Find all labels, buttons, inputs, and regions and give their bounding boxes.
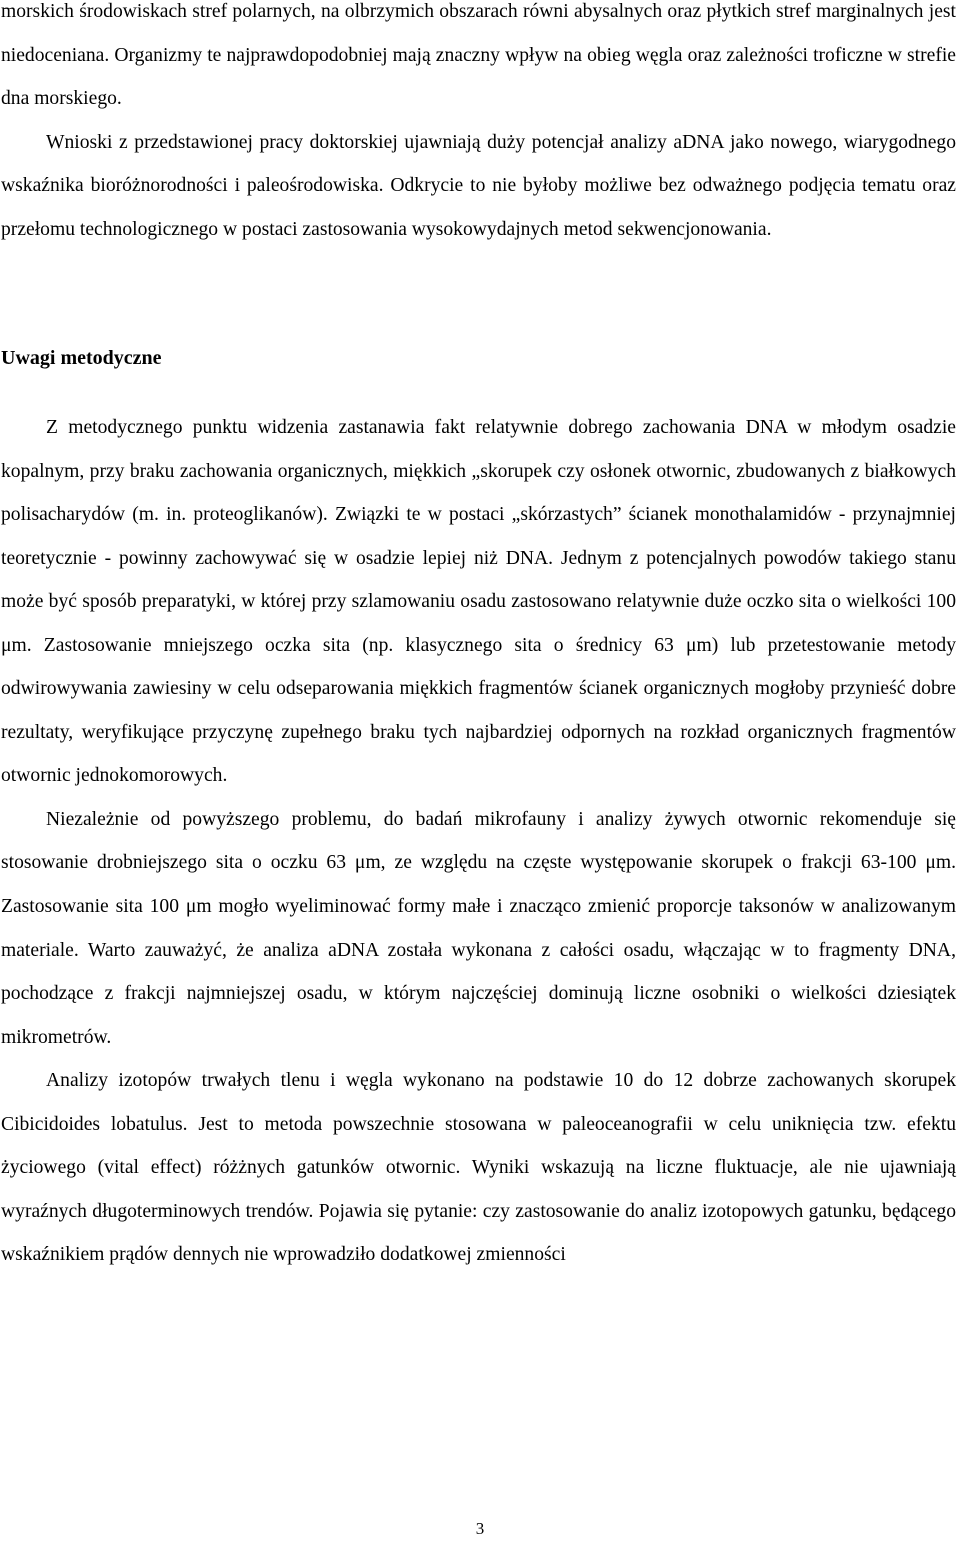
- paragraph-continuation: morskich środowiskach stref polarnych, na olbrzymich obszarach równi abysalnych oraz płytkich stref marginalnych jest niedoceniana. Organizmy te najprawdopodobniej mają znaczny wpływ na obieg węgla oraz zależności troficzne w strefie dna morskiego.: [1, 1, 956, 110]
- page-number: 3: [475, 1519, 485, 1538]
- methodology-text-block: [1, 406, 956, 1277]
- paragraph-methodology-1: Z metodycznego punktu widzenia zastanawia fakt relatywnie dobrego zachowania DNA w młodym osadzie kopalnym, przy braku zachowania organicznych, miękkich „skorupek czy osłonek otwornic, zbudowanych z białkowych polisacharydów (m. in. proteoglikanów). Związki te w postaci „skórzastych” ścianek monothalamidów - przynajmniej teoretycznie - powinny zachowywać się w osadzie lepiej niż DNA. Jednym z potencjalnych powodów takiego stanu może być sposób preparatyki, w której przy szlamowaniu osadu zastosowano relatywnie duże oczko sita o wielkości 100 μm. Zastosowanie mniejszego oczka sita (np. klasycznego sita o średnicy 63 μm) lub przetestowanie metody odwirowywania zawiesiny w celu odseparowania miękkich fragmentów ścianek organicznych mogłoby przynieść dobre rezultaty, weryfikujące przyczynę zupełnego braku tych najbardziej odpornych na rozkład organicznych fragmentów otwornic jednokomorowych.: [1, 417, 956, 787]
- section-heading: Uwagi metodyczne: [1, 347, 162, 369]
- paragraph-methodology-2: Niezależnie od powyższego problemu, do badań mikrofauny i analizy żywych otwornic rekomenduje się stosowanie drobniejszego sita o oczku 63 μm, ze względu na częste występowanie skorupek o frakcji 63-100 μm. Zastosowanie sita 100 μm mogło wyeliminować formy małe i znacząco zmienić proporcje taksonów w analizowanym materiale. Warto zauważyć, że analiza aDNA została wykonana z całości osadu, włączając w to fragmenty DNA, pochodzące z frakcji najmniejszej osadu, w którym najczęściej dominują liczne osobniki o wielkości dziesiątek mikrometrów.: [1, 808, 956, 1048]
- paragraph-methodology-3: Analizy izotopów trwałych tlenu i węgla wykonano na podstawie 10 do 12 dobrze zachowanych skorupek Cibicidoides lobatulus. Jest to metoda powszechnie stosowana w paleoceanografii w celu uniknięcia tzw. efektu życiowego (vital effect) różżnych gatunków otwornic. Wyniki wskazują na liczne fluktuacje, ale nie ujawniają wyraźnych długoterminowych trendów. Pojawia się pytanie: czy zastosowanie do analiz izotopowych gatunku, będącego wskaźnikiem prądów dennych nie wprowadziło dodatkowej zmienności: [1, 1070, 956, 1266]
- top-text-block: [1, 0, 956, 251]
- paragraph-conclusions: Wnioski z przedstawionej pracy doktorskiej ujawniają duży potencjał analizy aDNA jako nowego, wiarygodnego wskaźnika bioróżnorodności i paleośrodowiska. Odkrycie to nie byłoby możliwe bez odważnego podjęcia tematu oraz przełomu technologicznego w postaci zastosowania wysokowydajnych metod sekwencjonowania.: [1, 131, 956, 240]
